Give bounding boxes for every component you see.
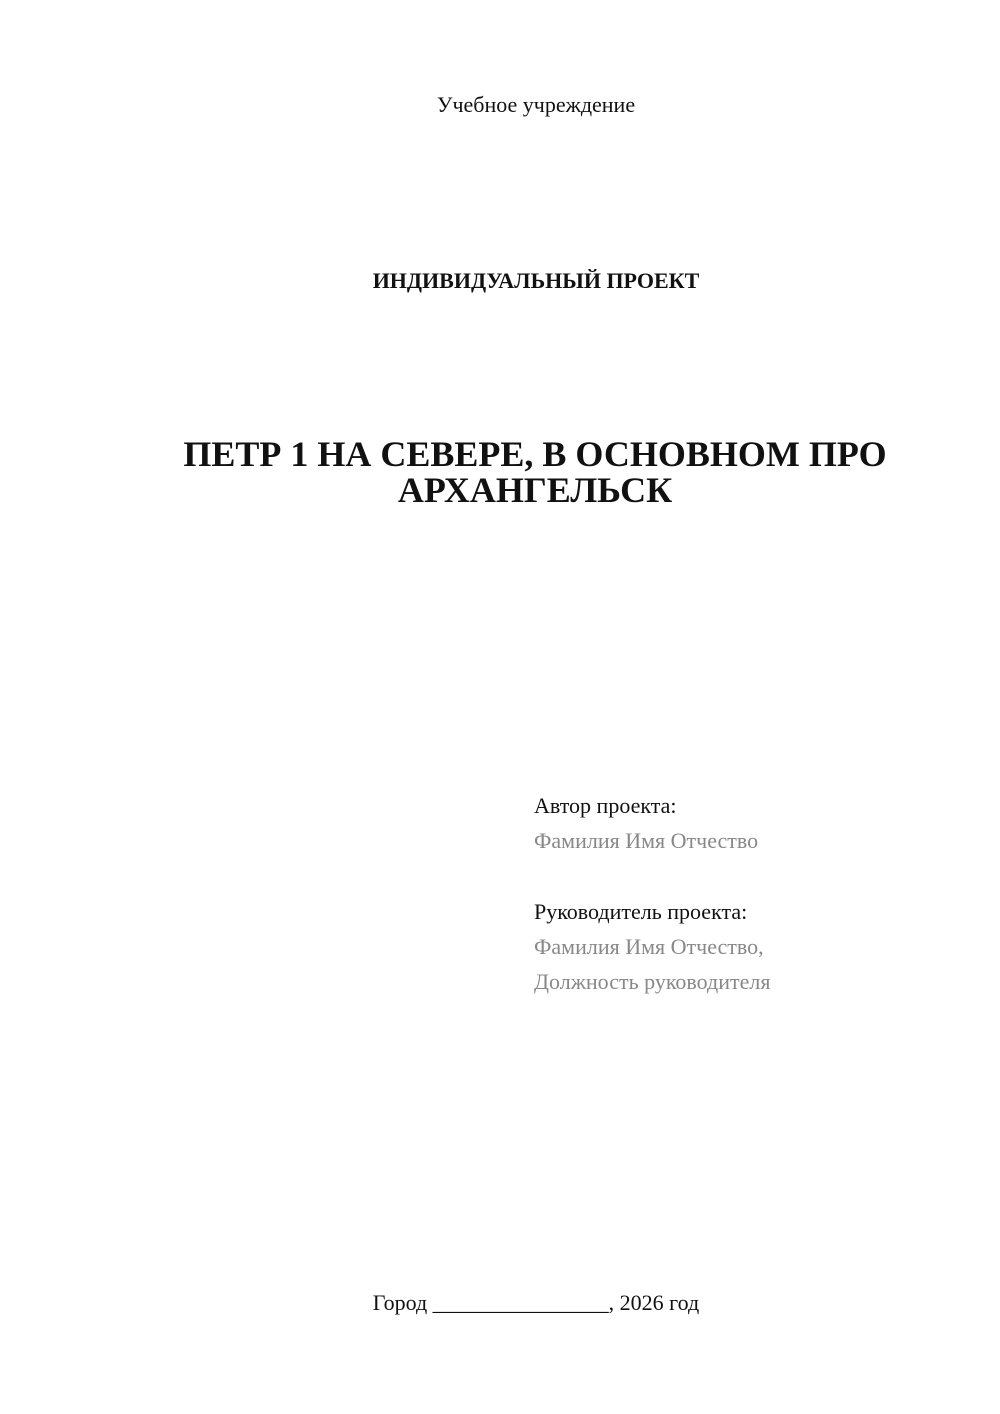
project-title-line-1: ПЕТР 1 НА СЕВЕРЕ, В ОСНОВНОМ ПРО [183,434,887,474]
project-title-line-2: АРХАНГЕЛЬСК [397,470,673,510]
institution-name: Учебное учреждение [436,92,636,117]
supervisor-label: Руководитель проекта: [534,899,748,924]
spacer [534,858,974,894]
author-name: Фамилия Имя Отчество [534,828,759,853]
city-year-line: Город ________________, 2026 год [372,1290,700,1315]
authors-block [534,788,974,999]
supervisor-name: Фамилия Имя Отчество, [534,934,764,959]
author-label: Автор проекта: [534,793,677,818]
project-type-heading: ИНДИВИДУАЛЬНЫЙ ПРОЕКТ [372,268,700,293]
project-title [140,436,930,508]
supervisor-position: Должность руководителя [534,969,771,994]
